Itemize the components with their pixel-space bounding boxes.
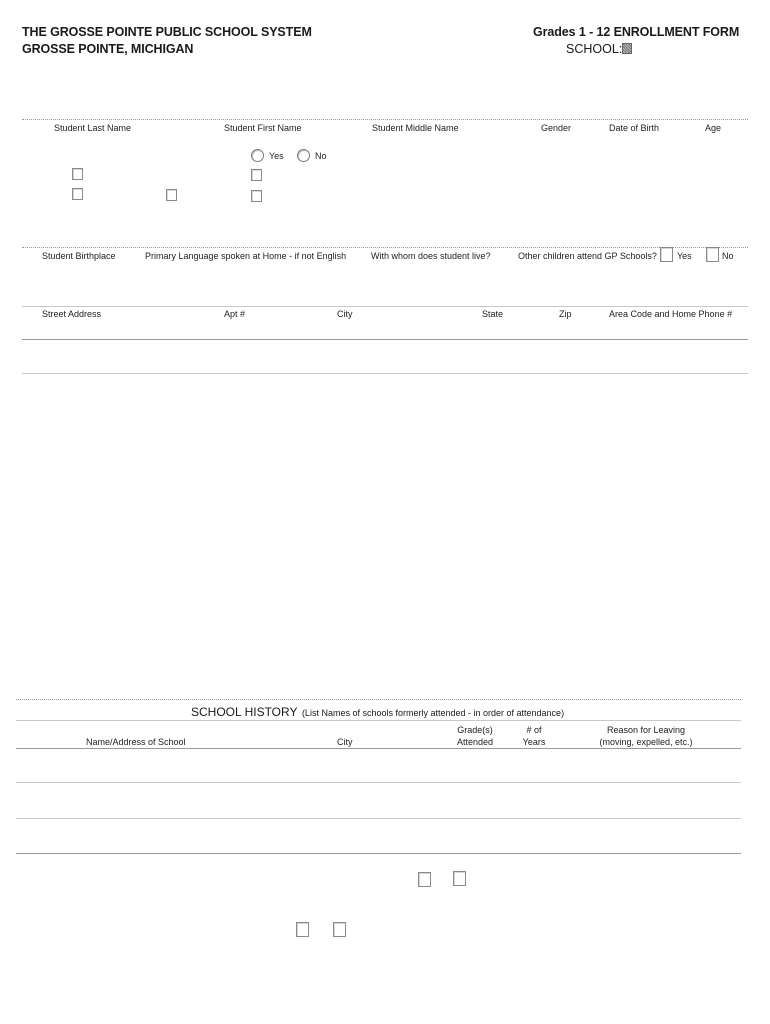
form-title: Grades 1 - 12 ENROLLMENT FORM — [533, 25, 740, 39]
col-years-line1: # of — [526, 725, 542, 735]
radio-yes[interactable] — [251, 149, 264, 162]
district-location: GROSSE POINTE, MICHIGAN — [22, 42, 194, 56]
school-input[interactable] — [622, 43, 632, 54]
other-children-no-label: No — [722, 251, 734, 261]
checkbox-3[interactable] — [166, 189, 177, 201]
history-columns-line — [16, 748, 741, 749]
history-top-line — [16, 699, 741, 700]
radio-yes-label: Yes — [269, 151, 284, 161]
district-name: THE GROSSE POINTE PUBLIC SCHOOL SYSTEM — [22, 25, 312, 39]
checkbox-9[interactable] — [333, 922, 346, 937]
history-heading — [191, 703, 564, 721]
label-last-name: Student Last Name — [54, 123, 132, 133]
col-school-name: Name/Address of School — [86, 737, 186, 747]
col-reason-line2: (moving, expelled, etc.) — [599, 737, 693, 747]
label-phone: Area Code and Home Phone # — [609, 309, 733, 319]
label-other-children: Other children attend GP Schools? — [518, 251, 657, 261]
history-row-line-2 — [16, 818, 741, 819]
col-grades-line1: Grade(s) — [457, 725, 493, 735]
radio-no-label: No — [315, 151, 327, 161]
divider-row2 — [22, 247, 748, 248]
divider-row1 — [22, 119, 748, 120]
label-first-name: Student First Name — [224, 123, 302, 133]
label-lives-with: With whom does student live? — [371, 251, 491, 261]
col-grades-line2: Attended — [456, 737, 494, 747]
col-reason-line1: Reason for Leaving — [606, 725, 686, 735]
history-title: SCHOOL HISTORY — [191, 705, 298, 719]
radio-no[interactable] — [297, 149, 310, 162]
address-line-1 — [22, 339, 748, 340]
history-subtitle: (List Names of schools formerly attended - in order of attendance) — [301, 708, 565, 718]
history-row-line-3 — [16, 853, 741, 854]
label-zip: Zip — [559, 309, 572, 319]
checkbox-6[interactable] — [418, 872, 431, 887]
col-city: City — [337, 737, 353, 747]
other-children-yes-checkbox[interactable] — [660, 247, 673, 262]
label-age: Age — [705, 123, 722, 133]
history-row-line-1 — [16, 782, 741, 783]
label-language: Primary Language spoken at Home - if not English — [145, 251, 347, 261]
checkbox-5[interactable] — [251, 190, 262, 202]
label-birthplace: Student Birthplace — [42, 251, 116, 261]
checkbox-8[interactable] — [296, 922, 309, 937]
label-dob: Date of Birth — [609, 123, 660, 133]
checkbox-1[interactable] — [72, 168, 83, 180]
label-state: State — [482, 309, 504, 319]
checkbox-2[interactable] — [72, 188, 83, 200]
label-gender: Gender — [541, 123, 572, 133]
divider-row3 — [22, 306, 748, 307]
checkbox-7[interactable] — [453, 871, 466, 886]
school-label-text: SCHOOL: — [566, 42, 623, 56]
address-line-2 — [22, 373, 748, 374]
label-city: City — [337, 309, 353, 319]
label-street: Street Address — [42, 309, 102, 319]
label-middle-name: Student Middle Name — [372, 123, 459, 133]
other-children-yes-label: Yes — [677, 251, 692, 261]
label-apt: Apt # — [224, 309, 246, 319]
checkbox-4[interactable] — [251, 169, 262, 181]
col-years-line2: Years — [522, 737, 546, 747]
other-children-no-checkbox[interactable] — [706, 247, 719, 262]
school-label — [566, 42, 632, 56]
history-header-line — [16, 720, 741, 721]
